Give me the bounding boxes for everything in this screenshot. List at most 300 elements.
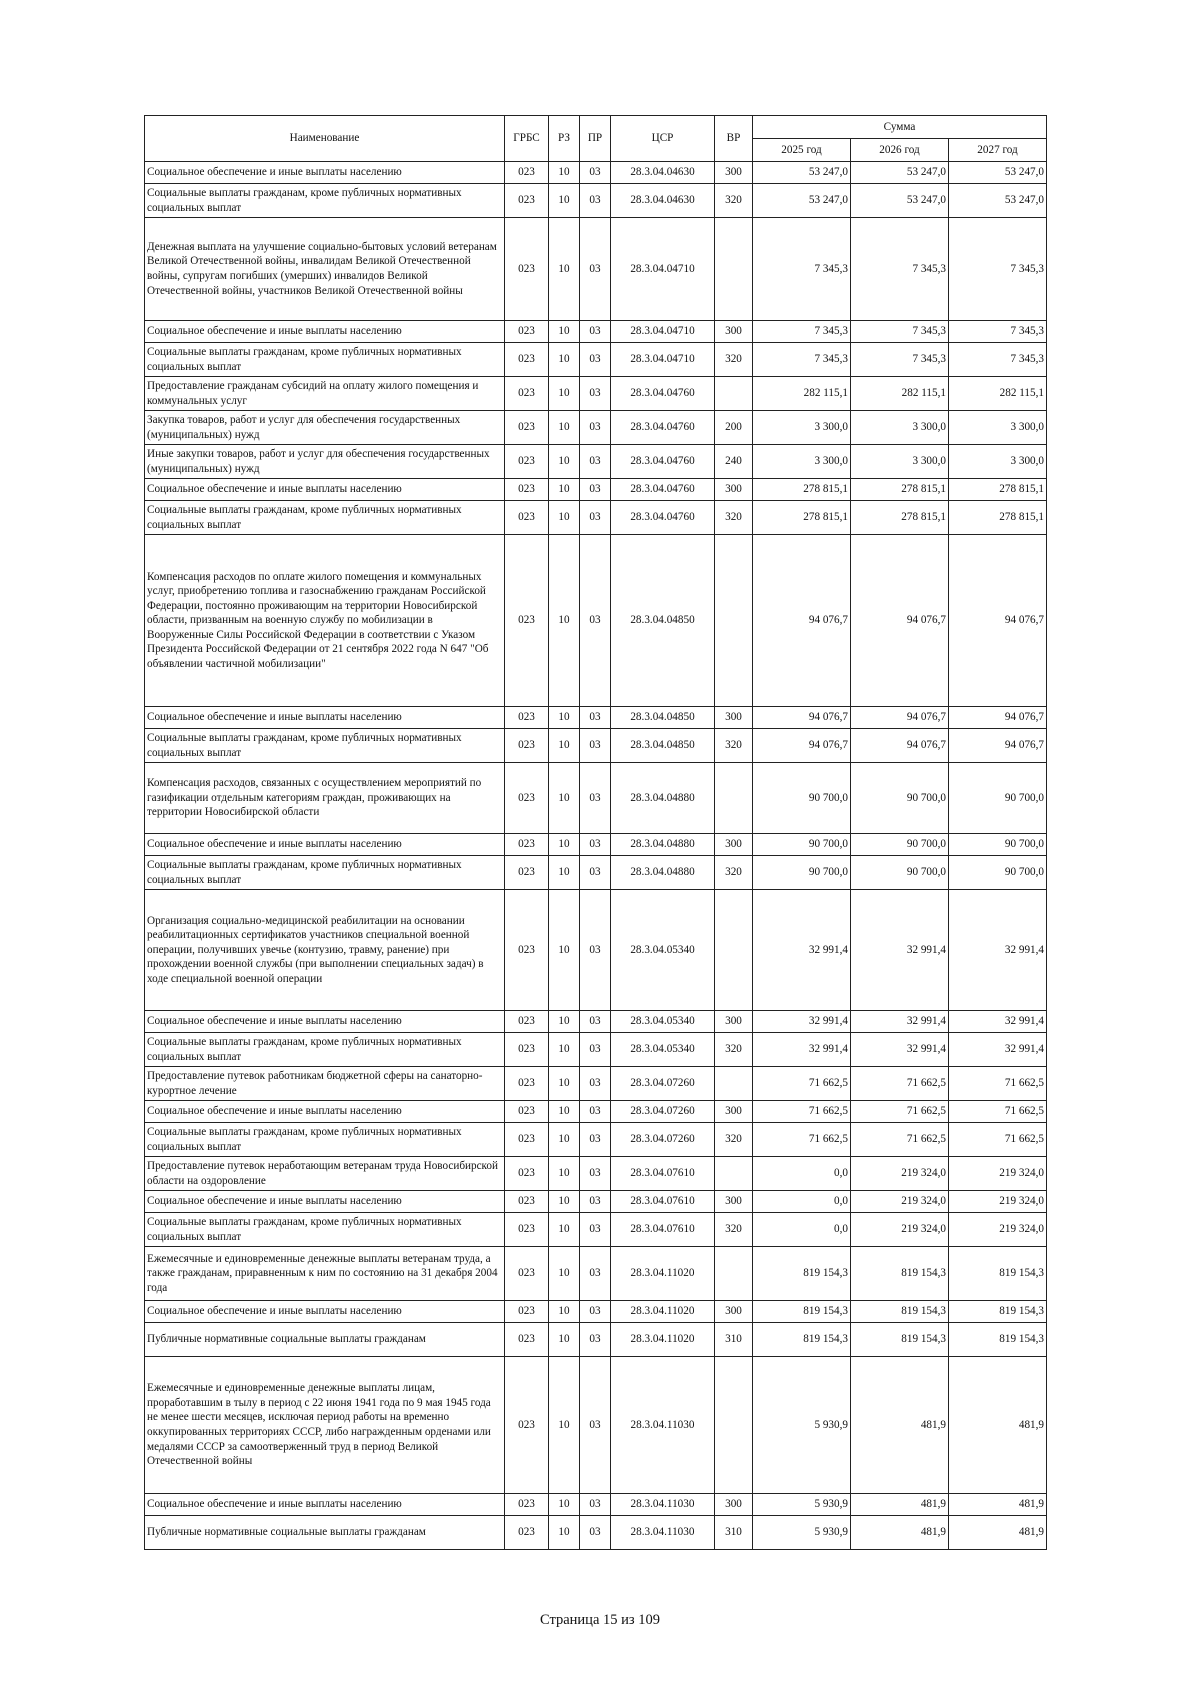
- cell-rz: 10: [549, 1357, 580, 1494]
- cell-grbs: 023: [505, 377, 549, 411]
- cell-vr: 300: [715, 1301, 753, 1323]
- cell-sum-2025: 7 345,3: [753, 321, 851, 343]
- table-row: [145, 321, 1047, 343]
- cell-sum-2025: 94 076,7: [753, 707, 851, 729]
- cell-sum-2026: 219 324,0: [851, 1213, 949, 1247]
- cell-sum-2026: 53 247,0: [851, 184, 949, 218]
- cell-rz: 10: [549, 184, 580, 218]
- cell-sum-2026: 32 991,4: [851, 1033, 949, 1067]
- table-row: [145, 1357, 1047, 1494]
- table-row: [145, 707, 1047, 729]
- cell-rz: 10: [549, 411, 580, 445]
- cell-sum-2026: 94 076,7: [851, 729, 949, 763]
- cell-name: Социальные выплаты гражданам, кроме публичных нормативных социальных выплат: [145, 856, 505, 890]
- cell-vr: 240: [715, 445, 753, 479]
- cell-name: Компенсация расходов, связанных с осуществлением мероприятий по газификации отдельным категориям граждан, проживающих на территории Новосибирской области: [145, 763, 505, 834]
- cell-sum-2025: 53 247,0: [753, 162, 851, 184]
- cell-pr: 03: [580, 162, 611, 184]
- cell-vr: 310: [715, 1323, 753, 1357]
- cell-sum-2025: 90 700,0: [753, 763, 851, 834]
- cell-vr: 320: [715, 501, 753, 535]
- cell-sum-2026: 32 991,4: [851, 1011, 949, 1033]
- cell-sum-2026: 7 345,3: [851, 321, 949, 343]
- cell-sum-2026: 3 300,0: [851, 445, 949, 479]
- cell-rz: 10: [549, 1323, 580, 1357]
- cell-grbs: 023: [505, 479, 549, 501]
- table-row: [145, 856, 1047, 890]
- cell-sum-2025: 3 300,0: [753, 411, 851, 445]
- cell-csr: 28.3.04.07260: [611, 1123, 715, 1157]
- cell-vr: 300: [715, 1191, 753, 1213]
- cell-vr: [715, 1247, 753, 1301]
- cell-sum-2027: 94 076,7: [949, 707, 1047, 729]
- cell-grbs: 023: [505, 890, 549, 1011]
- cell-sum-2026: 7 345,3: [851, 343, 949, 377]
- cell-sum-2027: 481,9: [949, 1494, 1047, 1516]
- cell-sum-2025: 0,0: [753, 1213, 851, 1247]
- cell-sum-2025: 0,0: [753, 1157, 851, 1191]
- cell-name: Социальное обеспечение и иные выплаты населению: [145, 479, 505, 501]
- cell-sum-2025: 32 991,4: [753, 890, 851, 1011]
- cell-sum-2027: 32 991,4: [949, 890, 1047, 1011]
- cell-pr: 03: [580, 763, 611, 834]
- cell-pr: 03: [580, 321, 611, 343]
- cell-csr: 28.3.04.11030: [611, 1516, 715, 1550]
- cell-name: Ежемесячные и единовременные денежные выплаты лицам, проработавшим в тылу в период с 22 июня 1941 года по 9 мая 1945 года не менее шести месяцев, исключая период работы на временно оккупированных территориях СССР, либо награжденным орденами или медалями СССР за самоотверженный труд в период Великой Отечественной войны: [145, 1357, 505, 1494]
- cell-rz: 10: [549, 501, 580, 535]
- cell-csr: 28.3.04.04630: [611, 184, 715, 218]
- cell-pr: 03: [580, 377, 611, 411]
- cell-sum-2027: 219 324,0: [949, 1157, 1047, 1191]
- table-row: [145, 343, 1047, 377]
- cell-sum-2026: 7 345,3: [851, 218, 949, 321]
- cell-grbs: 023: [505, 321, 549, 343]
- cell-grbs: 023: [505, 1357, 549, 1494]
- cell-csr: 28.3.04.04760: [611, 377, 715, 411]
- table-row: [145, 1123, 1047, 1157]
- cell-grbs: 023: [505, 1494, 549, 1516]
- cell-grbs: 023: [505, 1011, 549, 1033]
- cell-sum-2025: 5 930,9: [753, 1494, 851, 1516]
- table-body: [145, 162, 1047, 1550]
- cell-sum-2026: 90 700,0: [851, 834, 949, 856]
- cell-sum-2025: 90 700,0: [753, 834, 851, 856]
- cell-csr: 28.3.04.04760: [611, 501, 715, 535]
- cell-vr: [715, 763, 753, 834]
- cell-grbs: 023: [505, 1301, 549, 1323]
- cell-sum-2025: 7 345,3: [753, 343, 851, 377]
- table-row: [145, 729, 1047, 763]
- cell-csr: 28.3.04.07260: [611, 1067, 715, 1101]
- cell-sum-2026: 819 154,3: [851, 1301, 949, 1323]
- cell-rz: 10: [549, 1033, 580, 1067]
- cell-sum-2027: 90 700,0: [949, 763, 1047, 834]
- cell-name: Публичные нормативные социальные выплаты гражданам: [145, 1323, 505, 1357]
- header-year-2025: 2025 год: [753, 139, 851, 162]
- cell-vr: 300: [715, 1101, 753, 1123]
- cell-csr: 28.3.04.04880: [611, 763, 715, 834]
- cell-rz: 10: [549, 1213, 580, 1247]
- header-pr: ПР: [580, 116, 611, 162]
- cell-pr: 03: [580, 707, 611, 729]
- table-row: [145, 890, 1047, 1011]
- cell-vr: 320: [715, 1213, 753, 1247]
- cell-rz: 10: [549, 834, 580, 856]
- cell-sum-2026: 71 662,5: [851, 1067, 949, 1101]
- cell-name: Предоставление путевок работникам бюджетной сферы на санаторно-курортное лечение: [145, 1067, 505, 1101]
- table-row: [145, 501, 1047, 535]
- cell-csr: 28.3.04.07610: [611, 1157, 715, 1191]
- cell-pr: 03: [580, 1301, 611, 1323]
- cell-sum-2025: 71 662,5: [753, 1123, 851, 1157]
- cell-rz: 10: [549, 343, 580, 377]
- cell-pr: 03: [580, 729, 611, 763]
- header-vr: ВР: [715, 116, 753, 162]
- cell-sum-2027: 278 815,1: [949, 501, 1047, 535]
- table-row: [145, 1191, 1047, 1213]
- cell-grbs: 023: [505, 1191, 549, 1213]
- cell-sum-2027: 90 700,0: [949, 856, 1047, 890]
- cell-rz: 10: [549, 1516, 580, 1550]
- cell-sum-2025: 819 154,3: [753, 1247, 851, 1301]
- cell-pr: 03: [580, 1213, 611, 1247]
- table-row: [145, 377, 1047, 411]
- cell-pr: 03: [580, 1101, 611, 1123]
- cell-name: Социальное обеспечение и иные выплаты населению: [145, 162, 505, 184]
- cell-sum-2027: 819 154,3: [949, 1301, 1047, 1323]
- cell-vr: 200: [715, 411, 753, 445]
- cell-grbs: 023: [505, 1123, 549, 1157]
- cell-sum-2026: 819 154,3: [851, 1247, 949, 1301]
- cell-vr: [715, 218, 753, 321]
- cell-csr: 28.3.04.07610: [611, 1213, 715, 1247]
- cell-vr: 300: [715, 321, 753, 343]
- cell-sum-2027: 90 700,0: [949, 834, 1047, 856]
- cell-grbs: 023: [505, 1323, 549, 1357]
- table-row: [145, 834, 1047, 856]
- cell-pr: 03: [580, 1494, 611, 1516]
- cell-pr: 03: [580, 445, 611, 479]
- cell-csr: 28.3.04.04760: [611, 411, 715, 445]
- table-row: [145, 1213, 1047, 1247]
- cell-sum-2026: 3 300,0: [851, 411, 949, 445]
- table-row: [145, 1301, 1047, 1323]
- cell-sum-2026: 90 700,0: [851, 763, 949, 834]
- cell-vr: [715, 890, 753, 1011]
- cell-rz: 10: [549, 162, 580, 184]
- cell-csr: 28.3.04.04880: [611, 856, 715, 890]
- cell-name: Публичные нормативные социальные выплаты гражданам: [145, 1516, 505, 1550]
- cell-vr: [715, 1157, 753, 1191]
- cell-pr: 03: [580, 411, 611, 445]
- table-row: [145, 1067, 1047, 1101]
- page-number: Страница 15 из 109: [539, 1612, 660, 1628]
- cell-grbs: 023: [505, 856, 549, 890]
- cell-vr: 300: [715, 162, 753, 184]
- cell-sum-2026: 90 700,0: [851, 856, 949, 890]
- cell-name: Организация социально-медицинской реабилитации на основании реабилитационных сертификатов участников специальной военной операции, получивших увечье (контузию, травму, ранение) при прохождении военной службы (при выполнении специальных задач) в ходе специальной военной операции: [145, 890, 505, 1011]
- cell-name: Социальные выплаты гражданам, кроме публичных нормативных социальных выплат: [145, 501, 505, 535]
- cell-sum-2026: 32 991,4: [851, 890, 949, 1011]
- cell-pr: 03: [580, 535, 611, 707]
- cell-sum-2026: 481,9: [851, 1357, 949, 1494]
- cell-rz: 10: [549, 890, 580, 1011]
- table-row: [145, 184, 1047, 218]
- header-sum: Сумма: [753, 116, 1047, 139]
- cell-grbs: 023: [505, 707, 549, 729]
- cell-pr: 03: [580, 501, 611, 535]
- cell-sum-2026: 282 115,1: [851, 377, 949, 411]
- cell-vr: 320: [715, 1033, 753, 1067]
- cell-name: Социальное обеспечение и иные выплаты населению: [145, 321, 505, 343]
- cell-vr: 300: [715, 1494, 753, 1516]
- cell-sum-2027: 94 076,7: [949, 729, 1047, 763]
- cell-name: Закупка товаров, работ и услуг для обеспечения государственных (муниципальных) нужд: [145, 411, 505, 445]
- cell-sum-2027: 219 324,0: [949, 1213, 1047, 1247]
- cell-grbs: 023: [505, 1033, 549, 1067]
- header-csr: ЦСР: [611, 116, 715, 162]
- table-row: [145, 1247, 1047, 1301]
- cell-sum-2025: 71 662,5: [753, 1101, 851, 1123]
- cell-vr: 300: [715, 834, 753, 856]
- cell-name: Социальные выплаты гражданам, кроме публичных нормативных социальных выплат: [145, 184, 505, 218]
- cell-pr: 03: [580, 1157, 611, 1191]
- cell-pr: 03: [580, 184, 611, 218]
- cell-csr: 28.3.04.04850: [611, 707, 715, 729]
- cell-sum-2027: 219 324,0: [949, 1191, 1047, 1213]
- cell-name: Ежемесячные и единовременные денежные выплаты ветеранам труда, а также гражданам, приравненным к ним по состоянию на 31 декабря 2004 года: [145, 1247, 505, 1301]
- cell-grbs: 023: [505, 1067, 549, 1101]
- table-row: [145, 1011, 1047, 1033]
- cell-grbs: 023: [505, 445, 549, 479]
- cell-name: Предоставление гражданам субсидий на оплату жилого помещения и коммунальных услуг: [145, 377, 505, 411]
- cell-rz: 10: [549, 729, 580, 763]
- cell-sum-2026: 94 076,7: [851, 535, 949, 707]
- cell-sum-2026: 219 324,0: [851, 1191, 949, 1213]
- cell-sum-2027: 819 154,3: [949, 1323, 1047, 1357]
- cell-csr: 28.3.04.05340: [611, 1011, 715, 1033]
- cell-grbs: 023: [505, 218, 549, 321]
- cell-pr: 03: [580, 1516, 611, 1550]
- table-row: [145, 1494, 1047, 1516]
- cell-sum-2025: 94 076,7: [753, 729, 851, 763]
- cell-rz: 10: [549, 1157, 580, 1191]
- cell-vr: 300: [715, 1011, 753, 1033]
- cell-csr: 28.3.04.04710: [611, 321, 715, 343]
- cell-rz: 10: [549, 377, 580, 411]
- cell-sum-2027: 278 815,1: [949, 479, 1047, 501]
- cell-rz: 10: [549, 479, 580, 501]
- cell-csr: 28.3.04.11030: [611, 1357, 715, 1494]
- cell-name: Социальное обеспечение и иные выплаты населению: [145, 1011, 505, 1033]
- cell-grbs: 023: [505, 834, 549, 856]
- cell-grbs: 023: [505, 729, 549, 763]
- table-row: [145, 1033, 1047, 1067]
- table-row: [145, 763, 1047, 834]
- cell-sum-2025: 53 247,0: [753, 184, 851, 218]
- header-grbs: ГРБС: [505, 116, 549, 162]
- cell-csr: 28.3.04.11020: [611, 1301, 715, 1323]
- cell-rz: 10: [549, 763, 580, 834]
- cell-csr: 28.3.04.04760: [611, 479, 715, 501]
- cell-sum-2026: 481,9: [851, 1494, 949, 1516]
- cell-rz: 10: [549, 1067, 580, 1101]
- cell-sum-2025: 7 345,3: [753, 218, 851, 321]
- cell-csr: 28.3.04.07610: [611, 1191, 715, 1213]
- cell-sum-2025: 819 154,3: [753, 1323, 851, 1357]
- cell-sum-2025: 278 815,1: [753, 501, 851, 535]
- cell-pr: 03: [580, 856, 611, 890]
- cell-sum-2027: 71 662,5: [949, 1101, 1047, 1123]
- cell-sum-2026: 819 154,3: [851, 1323, 949, 1357]
- cell-sum-2027: 3 300,0: [949, 445, 1047, 479]
- table-row: [145, 1157, 1047, 1191]
- cell-rz: 10: [549, 218, 580, 321]
- table-row: [145, 1101, 1047, 1123]
- cell-name: Социальные выплаты гражданам, кроме публичных нормативных социальных выплат: [145, 1123, 505, 1157]
- cell-vr: [715, 535, 753, 707]
- cell-vr: 320: [715, 1123, 753, 1157]
- table-row: [145, 1323, 1047, 1357]
- cell-sum-2025: 71 662,5: [753, 1067, 851, 1101]
- cell-csr: 28.3.04.04710: [611, 218, 715, 321]
- cell-pr: 03: [580, 834, 611, 856]
- cell-csr: 28.3.04.11030: [611, 1494, 715, 1516]
- cell-name: Социальные выплаты гражданам, кроме публичных нормативных социальных выплат: [145, 343, 505, 377]
- table-row: [145, 479, 1047, 501]
- cell-sum-2027: 71 662,5: [949, 1123, 1047, 1157]
- cell-name: Предоставление путевок неработающим ветеранам труда Новосибирской области на оздоровление: [145, 1157, 505, 1191]
- budget-table: [144, 115, 1047, 1550]
- cell-sum-2025: 0,0: [753, 1191, 851, 1213]
- cell-grbs: 023: [505, 1101, 549, 1123]
- cell-rz: 10: [549, 856, 580, 890]
- cell-csr: 28.3.04.04880: [611, 834, 715, 856]
- cell-name: Социальное обеспечение и иные выплаты населению: [145, 1301, 505, 1323]
- cell-sum-2026: 53 247,0: [851, 162, 949, 184]
- cell-grbs: 023: [505, 343, 549, 377]
- cell-sum-2027: 282 115,1: [949, 377, 1047, 411]
- cell-sum-2026: 278 815,1: [851, 501, 949, 535]
- cell-sum-2025: 5 930,9: [753, 1516, 851, 1550]
- cell-sum-2025: 94 076,7: [753, 535, 851, 707]
- cell-grbs: 023: [505, 1247, 549, 1301]
- cell-csr: 28.3.04.05340: [611, 1033, 715, 1067]
- cell-sum-2027: 94 076,7: [949, 535, 1047, 707]
- cell-sum-2027: 7 345,3: [949, 321, 1047, 343]
- cell-sum-2025: 278 815,1: [753, 479, 851, 501]
- cell-sum-2027: 32 991,4: [949, 1011, 1047, 1033]
- cell-sum-2025: 5 930,9: [753, 1357, 851, 1494]
- cell-rz: 10: [549, 1301, 580, 1323]
- cell-pr: 03: [580, 1123, 611, 1157]
- cell-name: Компенсация расходов по оплате жилого помещения и коммунальных услуг, приобретению топлива и газоснабжению гражданам Российской Федерации, постоянно проживающим на территории Новосибирской области, призванным на военную службу по мобилизации в Вооруженные Силы Российской Федерации в соответствии с Указом Президента Российской Федерации от 21 сентября 2022 года N 647 "Об объявлении частичной мобилизации": [145, 535, 505, 707]
- cell-sum-2027: 53 247,0: [949, 184, 1047, 218]
- cell-sum-2027: 819 154,3: [949, 1247, 1047, 1301]
- cell-pr: 03: [580, 1191, 611, 1213]
- cell-sum-2027: 53 247,0: [949, 162, 1047, 184]
- cell-vr: 320: [715, 343, 753, 377]
- cell-name: Иные закупки товаров, работ и услуг для обеспечения государственных (муниципальных) нужд: [145, 445, 505, 479]
- cell-name: Социальное обеспечение и иные выплаты населению: [145, 834, 505, 856]
- cell-vr: 300: [715, 707, 753, 729]
- header-year-2027: 2027 год: [949, 139, 1047, 162]
- cell-name: Социальное обеспечение и иные выплаты населению: [145, 1101, 505, 1123]
- cell-sum-2025: 32 991,4: [753, 1033, 851, 1067]
- cell-csr: 28.3.04.05340: [611, 890, 715, 1011]
- cell-pr: 03: [580, 1033, 611, 1067]
- cell-csr: 28.3.04.04850: [611, 729, 715, 763]
- cell-name: Социальные выплаты гражданам, кроме публичных нормативных социальных выплат: [145, 729, 505, 763]
- cell-grbs: 023: [505, 411, 549, 445]
- cell-sum-2025: 282 115,1: [753, 377, 851, 411]
- cell-grbs: 023: [505, 501, 549, 535]
- cell-rz: 10: [549, 1494, 580, 1516]
- cell-name: Социальное обеспечение и иные выплаты населению: [145, 1191, 505, 1213]
- cell-rz: 10: [549, 321, 580, 343]
- cell-sum-2026: 71 662,5: [851, 1123, 949, 1157]
- cell-vr: 320: [715, 729, 753, 763]
- cell-csr: 28.3.04.07260: [611, 1101, 715, 1123]
- cell-vr: 300: [715, 479, 753, 501]
- cell-grbs: 023: [505, 535, 549, 707]
- cell-sum-2026: 278 815,1: [851, 479, 949, 501]
- header-name: Наименование: [145, 116, 505, 162]
- cell-sum-2027: 71 662,5: [949, 1067, 1047, 1101]
- cell-vr: 320: [715, 184, 753, 218]
- cell-pr: 03: [580, 218, 611, 321]
- cell-sum-2027: 3 300,0: [949, 411, 1047, 445]
- cell-sum-2026: 481,9: [851, 1516, 949, 1550]
- cell-vr: 320: [715, 856, 753, 890]
- cell-pr: 03: [580, 890, 611, 1011]
- cell-csr: 28.3.04.11020: [611, 1247, 715, 1301]
- cell-rz: 10: [549, 1247, 580, 1301]
- cell-csr: 28.3.04.04710: [611, 343, 715, 377]
- cell-sum-2025: 32 991,4: [753, 1011, 851, 1033]
- cell-csr: 28.3.04.04630: [611, 162, 715, 184]
- header-rz: РЗ: [549, 116, 580, 162]
- cell-name: Социальные выплаты гражданам, кроме публичных нормативных социальных выплат: [145, 1033, 505, 1067]
- table-row: [145, 218, 1047, 321]
- table-row: [145, 411, 1047, 445]
- cell-rz: 10: [549, 1123, 580, 1157]
- cell-csr: 28.3.04.04850: [611, 535, 715, 707]
- cell-pr: 03: [580, 1247, 611, 1301]
- cell-pr: 03: [580, 1011, 611, 1033]
- header-year-2026: 2026 год: [851, 139, 949, 162]
- cell-vr: [715, 1357, 753, 1494]
- cell-sum-2027: 481,9: [949, 1357, 1047, 1494]
- cell-pr: 03: [580, 1357, 611, 1494]
- cell-sum-2025: 90 700,0: [753, 856, 851, 890]
- cell-name: Денежная выплата на улучшение социально-бытовых условий ветеранам Великой Отечественной войны, инвалидам Великой Отечественной войны, супругам погибших (умерших) инвалидов Великой Отечественной войны, участников Великой Отечественной войны: [145, 218, 505, 321]
- cell-rz: 10: [549, 535, 580, 707]
- cell-rz: 10: [549, 1011, 580, 1033]
- cell-pr: 03: [580, 1067, 611, 1101]
- cell-csr: 28.3.04.11020: [611, 1323, 715, 1357]
- cell-sum-2027: 7 345,3: [949, 343, 1047, 377]
- cell-name: Социальное обеспечение и иные выплаты населению: [145, 707, 505, 729]
- cell-rz: 10: [549, 1191, 580, 1213]
- cell-sum-2026: 219 324,0: [851, 1157, 949, 1191]
- cell-rz: 10: [549, 445, 580, 479]
- cell-sum-2026: 71 662,5: [851, 1101, 949, 1123]
- cell-grbs: 023: [505, 184, 549, 218]
- cell-sum-2026: 94 076,7: [851, 707, 949, 729]
- cell-sum-2025: 819 154,3: [753, 1301, 851, 1323]
- cell-sum-2027: 481,9: [949, 1516, 1047, 1550]
